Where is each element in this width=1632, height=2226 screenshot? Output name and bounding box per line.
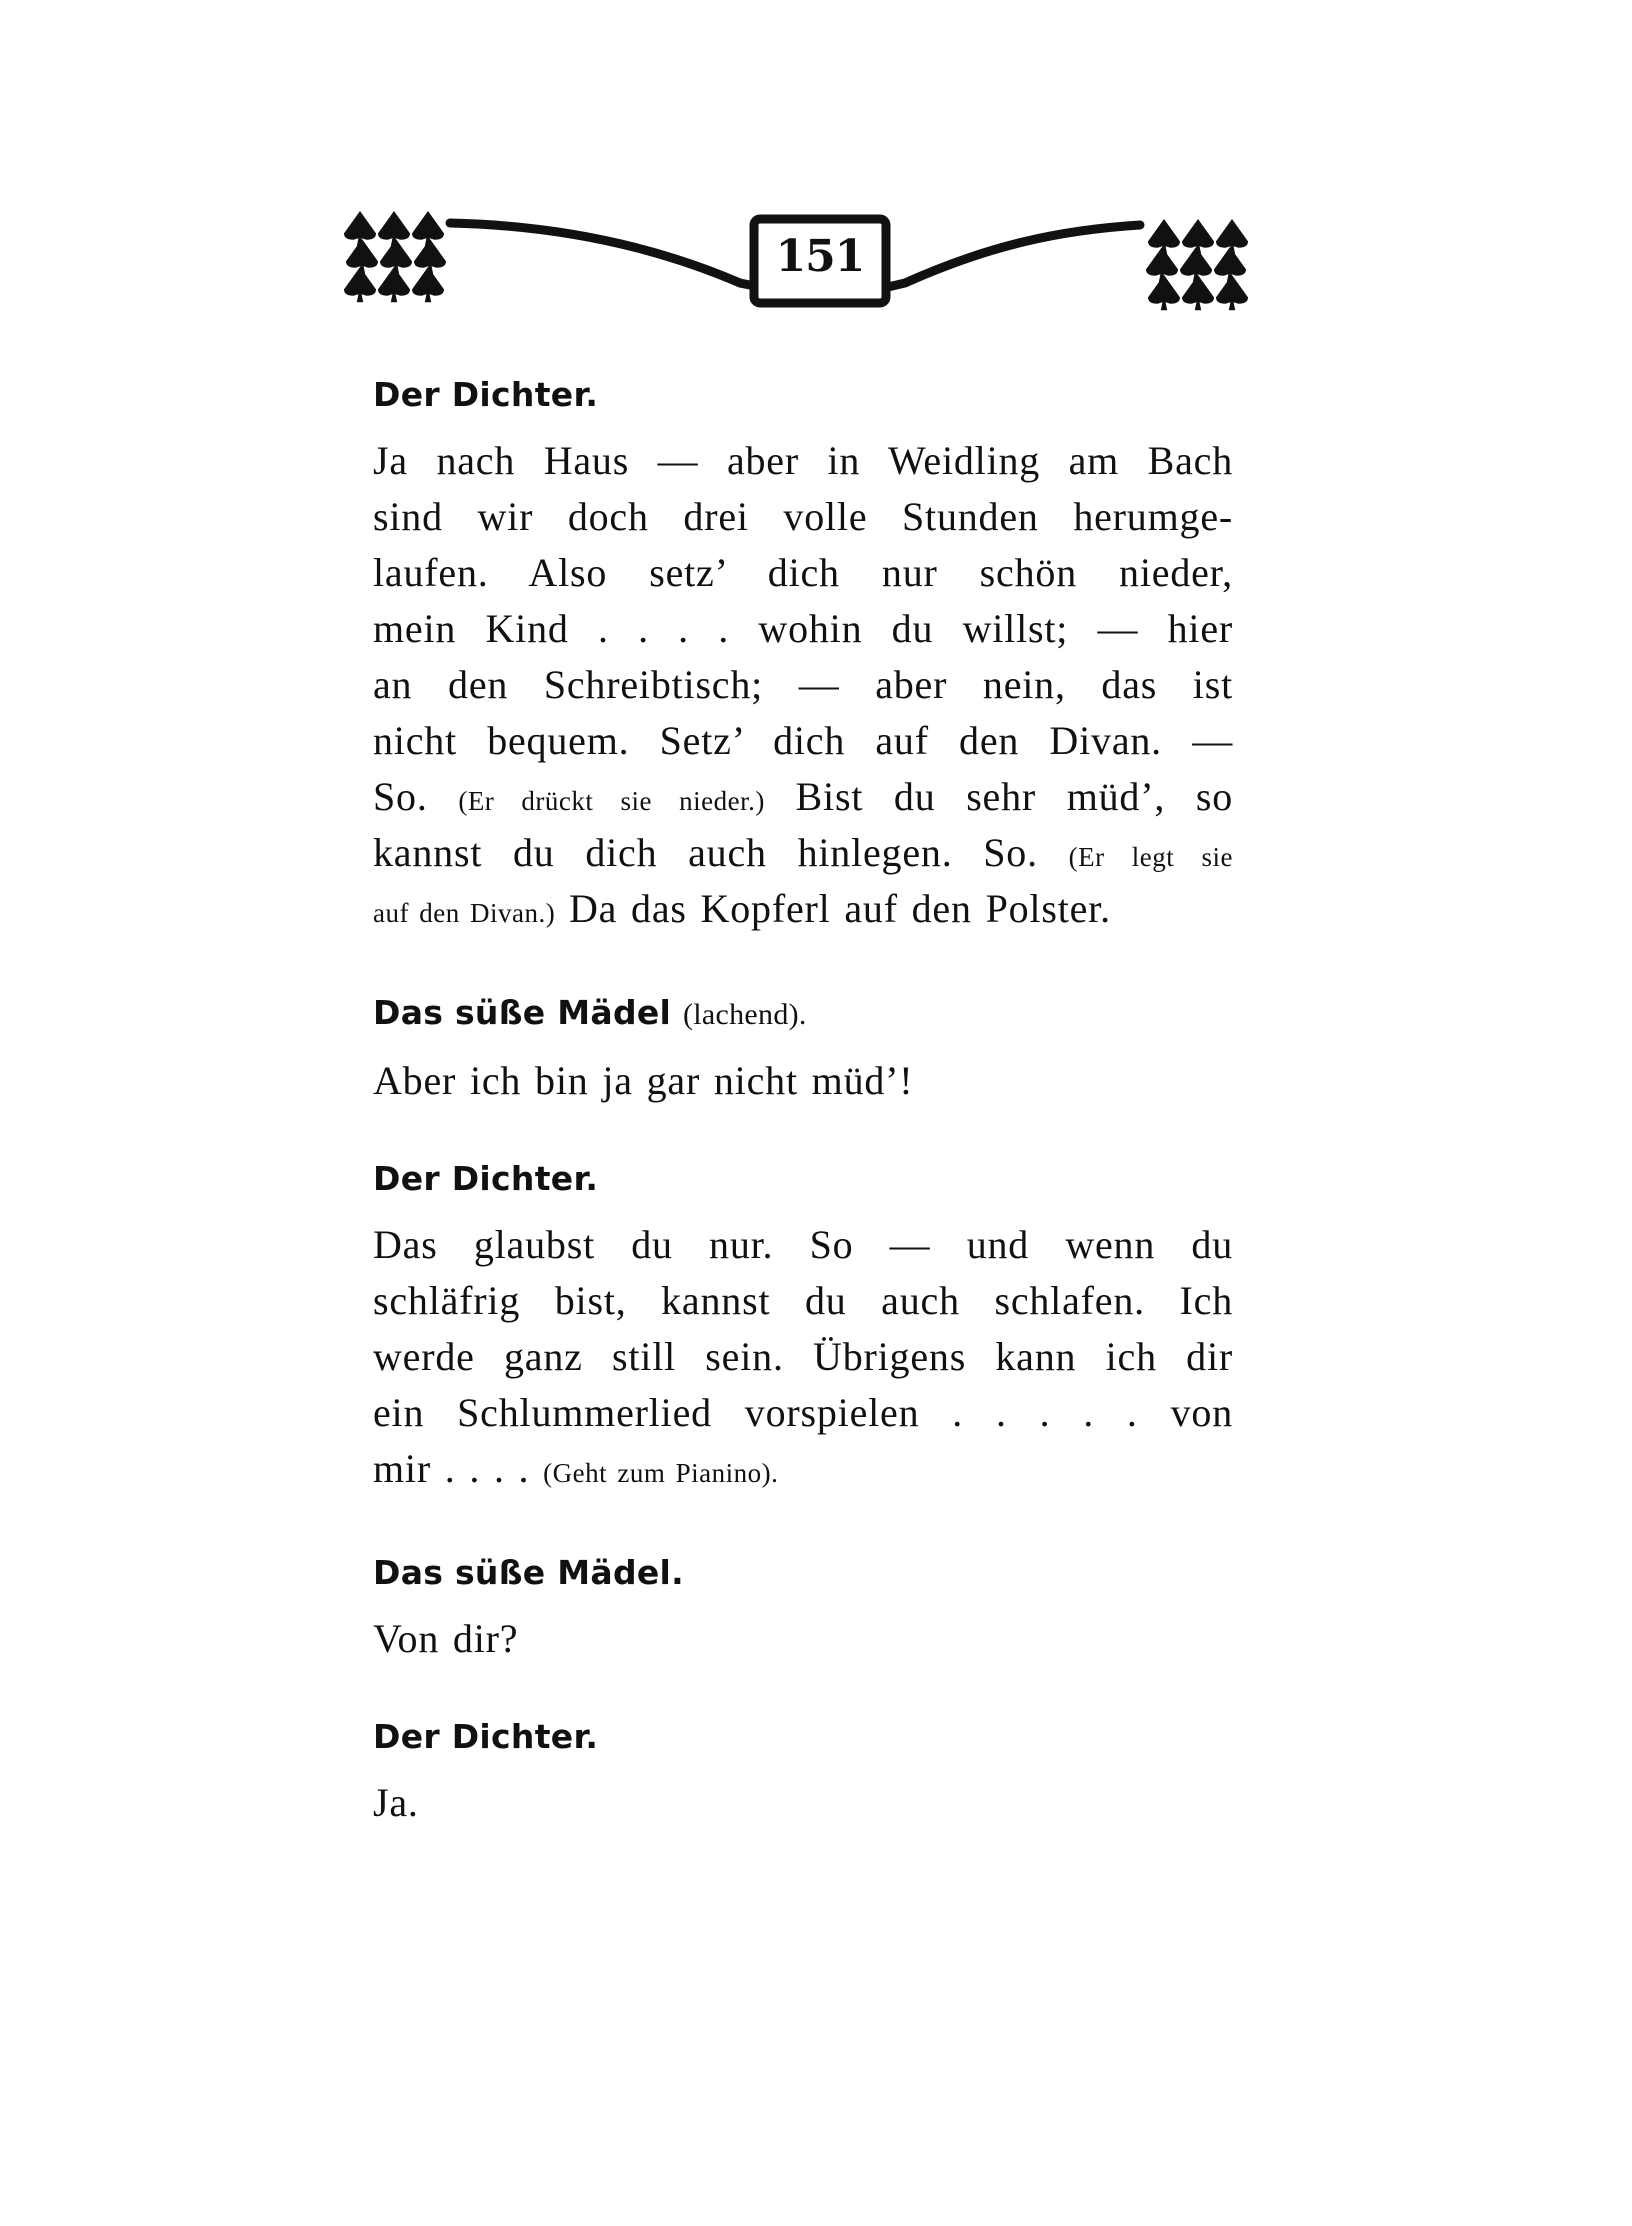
stage-direction: (Er drückt sie nieder.) xyxy=(458,786,765,816)
text-line: mein Kind . . . . wohin du willst; — hier xyxy=(373,606,1233,651)
stage-direction: auf den Divan.) xyxy=(373,898,556,928)
text-line: Von dir? xyxy=(373,1616,519,1661)
text-line: ein Schlummerlied vorspielen . . . . . von xyxy=(373,1390,1233,1435)
speaker-note: (lachend). xyxy=(682,998,807,1031)
text-line: Ja. xyxy=(373,1780,419,1825)
play-text xyxy=(373,375,1233,1881)
text-line: sind wir doch drei volle Stunden herumge- xyxy=(373,494,1233,539)
speaker-name: Der Dichter. xyxy=(373,375,599,414)
speaker-label: Das süße Mädel xyxy=(373,993,672,1032)
speaker-name: Der Dichter. xyxy=(373,1159,599,1198)
text-line: Das glaubst du nur. So — und wenn du xyxy=(373,1222,1233,1267)
dialogue-block xyxy=(373,1717,1233,1831)
text-line: werde ganz still sein. Übrigens kann ich dir xyxy=(373,1334,1233,1379)
dialogue-block xyxy=(373,375,1233,937)
speaker-name: Das süße Mädel. xyxy=(373,1553,684,1592)
text-line: laufen. Also setz’ dich nur schön nieder, xyxy=(373,550,1233,595)
text-segment: Da das Kopferl auf den Polster. xyxy=(555,886,1111,931)
text-line: schläfrig bist, kannst du auch schlafen. Ich xyxy=(373,1278,1233,1323)
dialogue-block xyxy=(373,1553,1233,1667)
text-line xyxy=(373,1441,1233,1497)
text-segment: Bist du sehr müd’, so xyxy=(764,774,1233,819)
speaker-name xyxy=(373,993,1233,1035)
stage-direction: (Er legt sie xyxy=(1068,842,1233,872)
page-number: 151 xyxy=(775,231,865,282)
speech-text xyxy=(373,1053,1233,1109)
text-segment: So. xyxy=(373,774,459,819)
text-line xyxy=(373,769,1233,825)
text-line: Ja nach Haus — aber in Weidling am Bach xyxy=(373,438,1233,483)
speech-text xyxy=(373,433,1233,937)
text-line: Aber ich bin ja gar nicht müd’! xyxy=(373,1058,914,1103)
text-segment: kannst du dich auch hinlegen. So. xyxy=(373,830,1069,875)
text-line xyxy=(373,881,1233,937)
text-line xyxy=(373,825,1233,881)
speaker-name: Der Dichter. xyxy=(373,1717,599,1756)
dialogue-block xyxy=(373,993,1233,1109)
dialogue-block xyxy=(373,1159,1233,1497)
text-segment: mir . . . . xyxy=(373,1446,544,1491)
text-line: nicht bequem. Setz’ dich auf den Divan. — xyxy=(373,718,1233,763)
page-header xyxy=(340,205,1300,325)
speech-text xyxy=(373,1775,1233,1831)
speech-text xyxy=(373,1217,1233,1497)
stage-direction: (Geht zum Pianino). xyxy=(543,1458,779,1488)
speech-text xyxy=(373,1611,1233,1667)
text-line: an den Schreibtisch; — aber nein, das ist xyxy=(373,662,1233,707)
